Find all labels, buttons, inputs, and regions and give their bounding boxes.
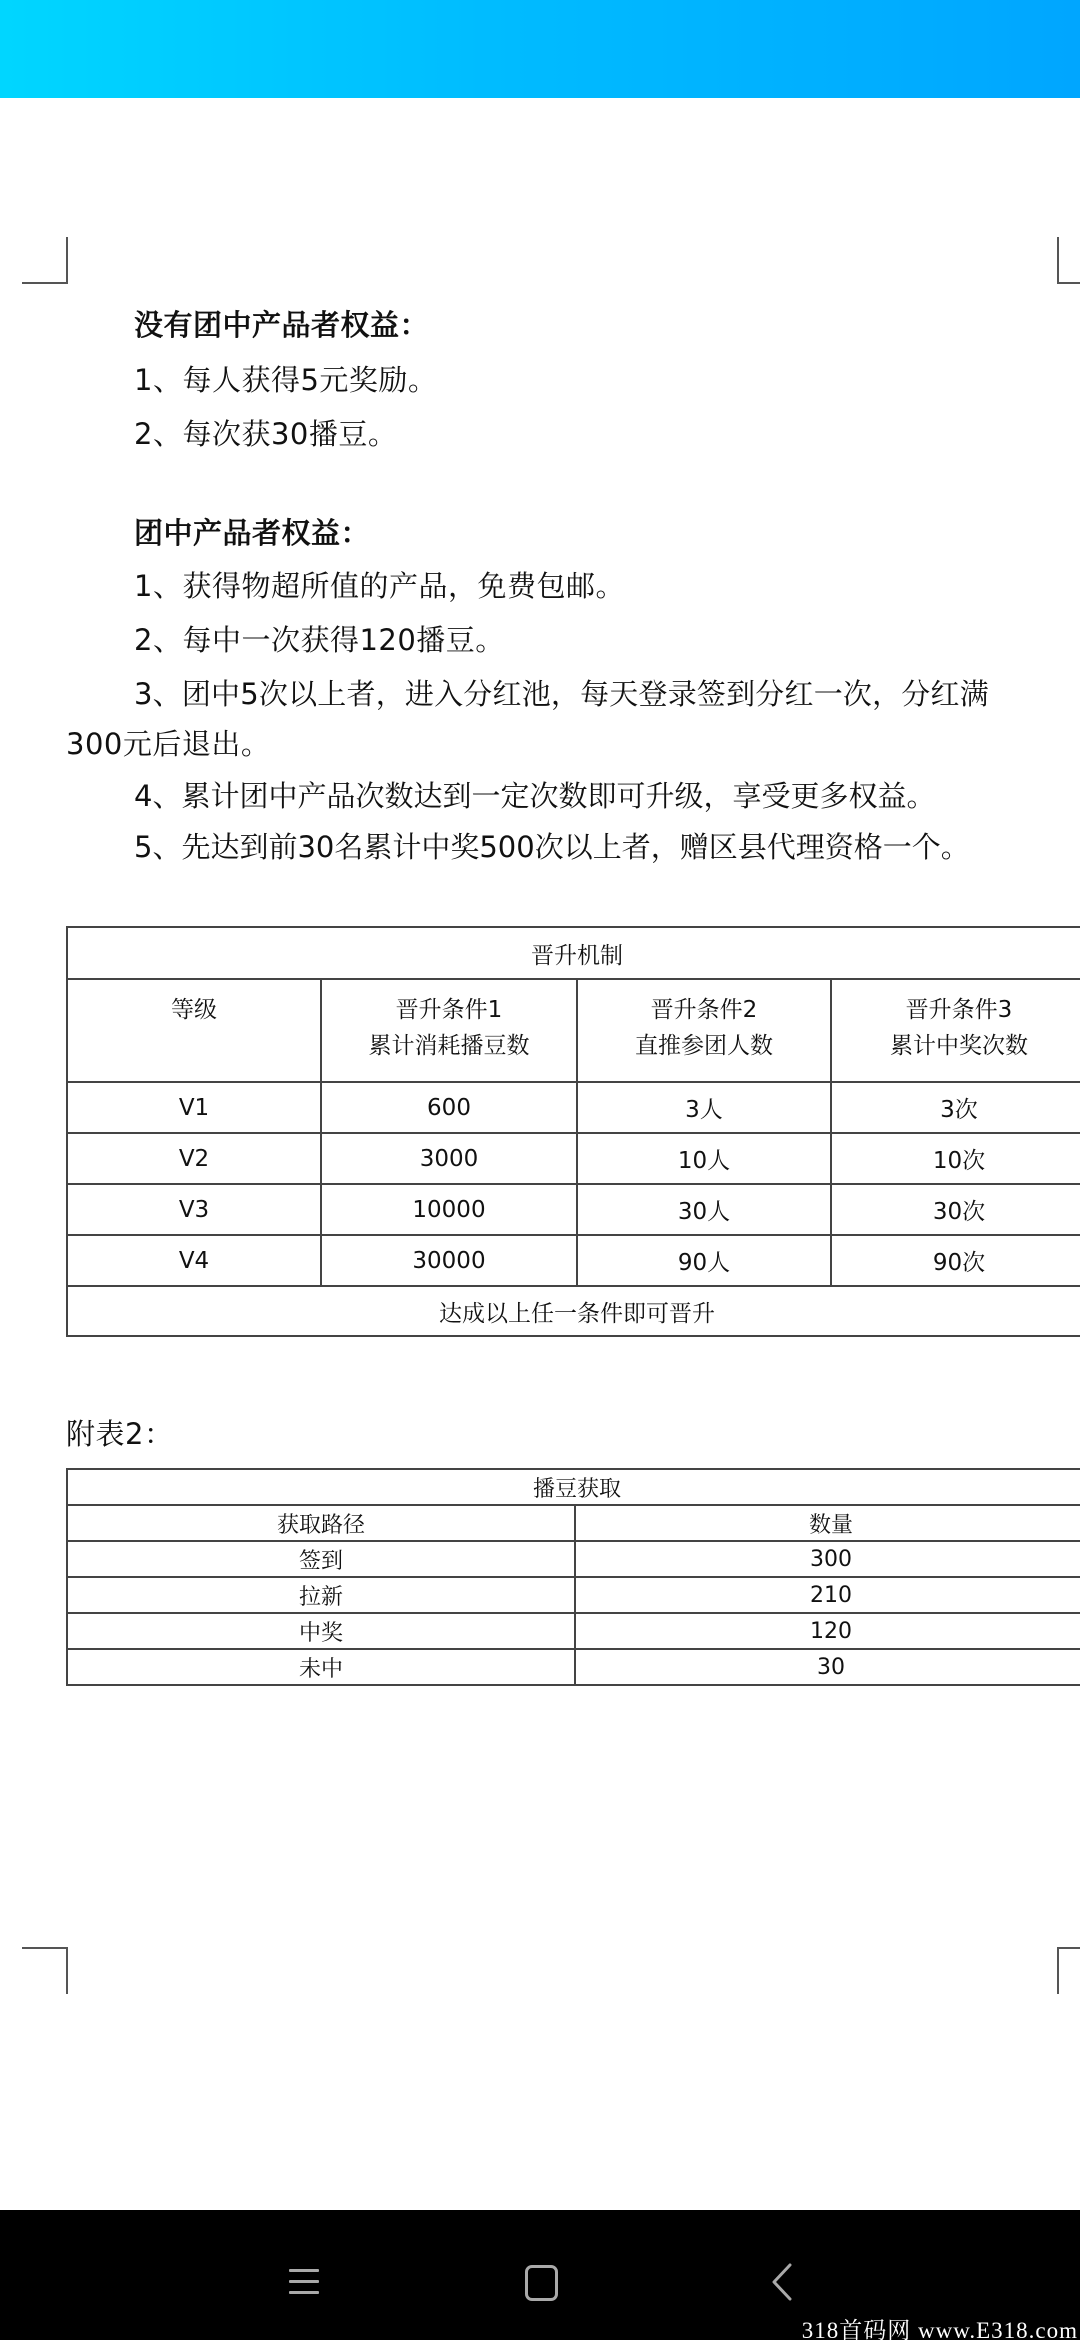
table-row — [67, 1541, 1080, 1577]
menu-icon-bar — [289, 2280, 319, 2283]
list-item: 5、先达到前30名累计中奖500次以上者，赠区县代理资格一个。 — [134, 830, 970, 864]
table-title: 晋升机制 — [67, 927, 1080, 979]
recent-apps-button[interactable] — [289, 2267, 319, 2297]
cell-level: V4 — [67, 1235, 321, 1286]
cell-wins: 30次 — [831, 1184, 1080, 1235]
table-row — [67, 1082, 1080, 1133]
system-navigation-bar — [0, 2210, 1080, 2343]
cell-source: 中奖 — [67, 1613, 575, 1649]
table-title: 播豆获取 — [67, 1469, 1080, 1505]
page-corner-mark-top-left — [22, 237, 68, 284]
list-item-continuation: 300元后退出。 — [66, 727, 271, 761]
cell-referrals: 90人 — [577, 1235, 831, 1286]
cell-source: 签到 — [67, 1541, 575, 1577]
cell-beans: 3000 — [321, 1133, 577, 1184]
cell-referrals: 3人 — [577, 1082, 831, 1133]
cell-wins: 3次 — [831, 1082, 1080, 1133]
cell-amount: 210 — [575, 1577, 1080, 1613]
back-button[interactable] — [770, 2262, 794, 2302]
cell-beans: 10000 — [321, 1184, 577, 1235]
table-row — [67, 1184, 1080, 1235]
section-heading-no-win: 没有团中产品者权益： — [134, 308, 430, 342]
menu-icon — [289, 2269, 319, 2272]
table-row — [67, 1649, 1080, 1685]
list-item: 1、每人获得5元奖励。 — [134, 363, 438, 397]
cell-beans: 600 — [321, 1082, 577, 1133]
column-header-level: 等级 — [67, 979, 321, 1082]
column-header-source: 获取路径 — [67, 1505, 575, 1541]
cell-referrals: 30人 — [577, 1184, 831, 1235]
cell-amount: 120 — [575, 1613, 1080, 1649]
column-header-condition-3: 晋升条件3 累计中奖次数 — [831, 979, 1080, 1082]
cell-referrals: 10人 — [577, 1133, 831, 1184]
table-footer-note: 达成以上任一条件即可晋升 — [67, 1286, 1080, 1336]
cell-amount: 300 — [575, 1541, 1080, 1577]
list-item: 4、累计团中产品次数达到一定次数即可升级，享受更多权益。 — [134, 779, 936, 813]
watermark-text: 318首码网 www.E318.com — [801, 2318, 1078, 2343]
cell-source: 拉新 — [67, 1577, 575, 1613]
page-corner-mark-bottom-left — [22, 1947, 68, 1994]
chevron-left-icon — [770, 2262, 794, 2302]
cell-level: V3 — [67, 1184, 321, 1235]
table-row — [67, 1133, 1080, 1184]
cell-beans: 30000 — [321, 1235, 577, 1286]
list-item: 1、获得物超所值的产品，免费包邮。 — [134, 569, 625, 603]
cell-level: V2 — [67, 1133, 321, 1184]
list-item: 2、每次获30播豆。 — [134, 417, 398, 451]
cell-amount: 30 — [575, 1649, 1080, 1685]
table-row — [67, 1235, 1080, 1286]
column-header-condition-2: 晋升条件2 直推参团人数 — [577, 979, 831, 1082]
column-header-amount: 数量 — [575, 1505, 1080, 1541]
menu-icon-bar — [289, 2291, 319, 2294]
cell-wins: 10次 — [831, 1133, 1080, 1184]
section-heading-win: 团中产品者权益： — [134, 516, 371, 550]
cell-wins: 90次 — [831, 1235, 1080, 1286]
beans-table — [66, 1468, 1080, 1686]
table-row — [67, 1577, 1080, 1613]
page-corner-mark-top-right — [1057, 237, 1080, 284]
list-item: 3、团中5次以上者，进入分红池，每天登录签到分红一次，分红满 — [134, 677, 989, 711]
home-button[interactable] — [525, 2265, 558, 2301]
cell-level: V1 — [67, 1082, 321, 1133]
promotion-table — [66, 926, 1080, 1337]
page-corner-mark-bottom-right — [1057, 1947, 1080, 1994]
status-bar — [0, 0, 1080, 98]
column-header-condition-1: 晋升条件1 累计消耗播豆数 — [321, 979, 577, 1082]
table-row — [67, 1613, 1080, 1649]
list-item: 2、每中一次获得120播豆。 — [134, 623, 505, 657]
cell-source: 未中 — [67, 1649, 575, 1685]
appendix-label: 附表2： — [66, 1417, 174, 1451]
